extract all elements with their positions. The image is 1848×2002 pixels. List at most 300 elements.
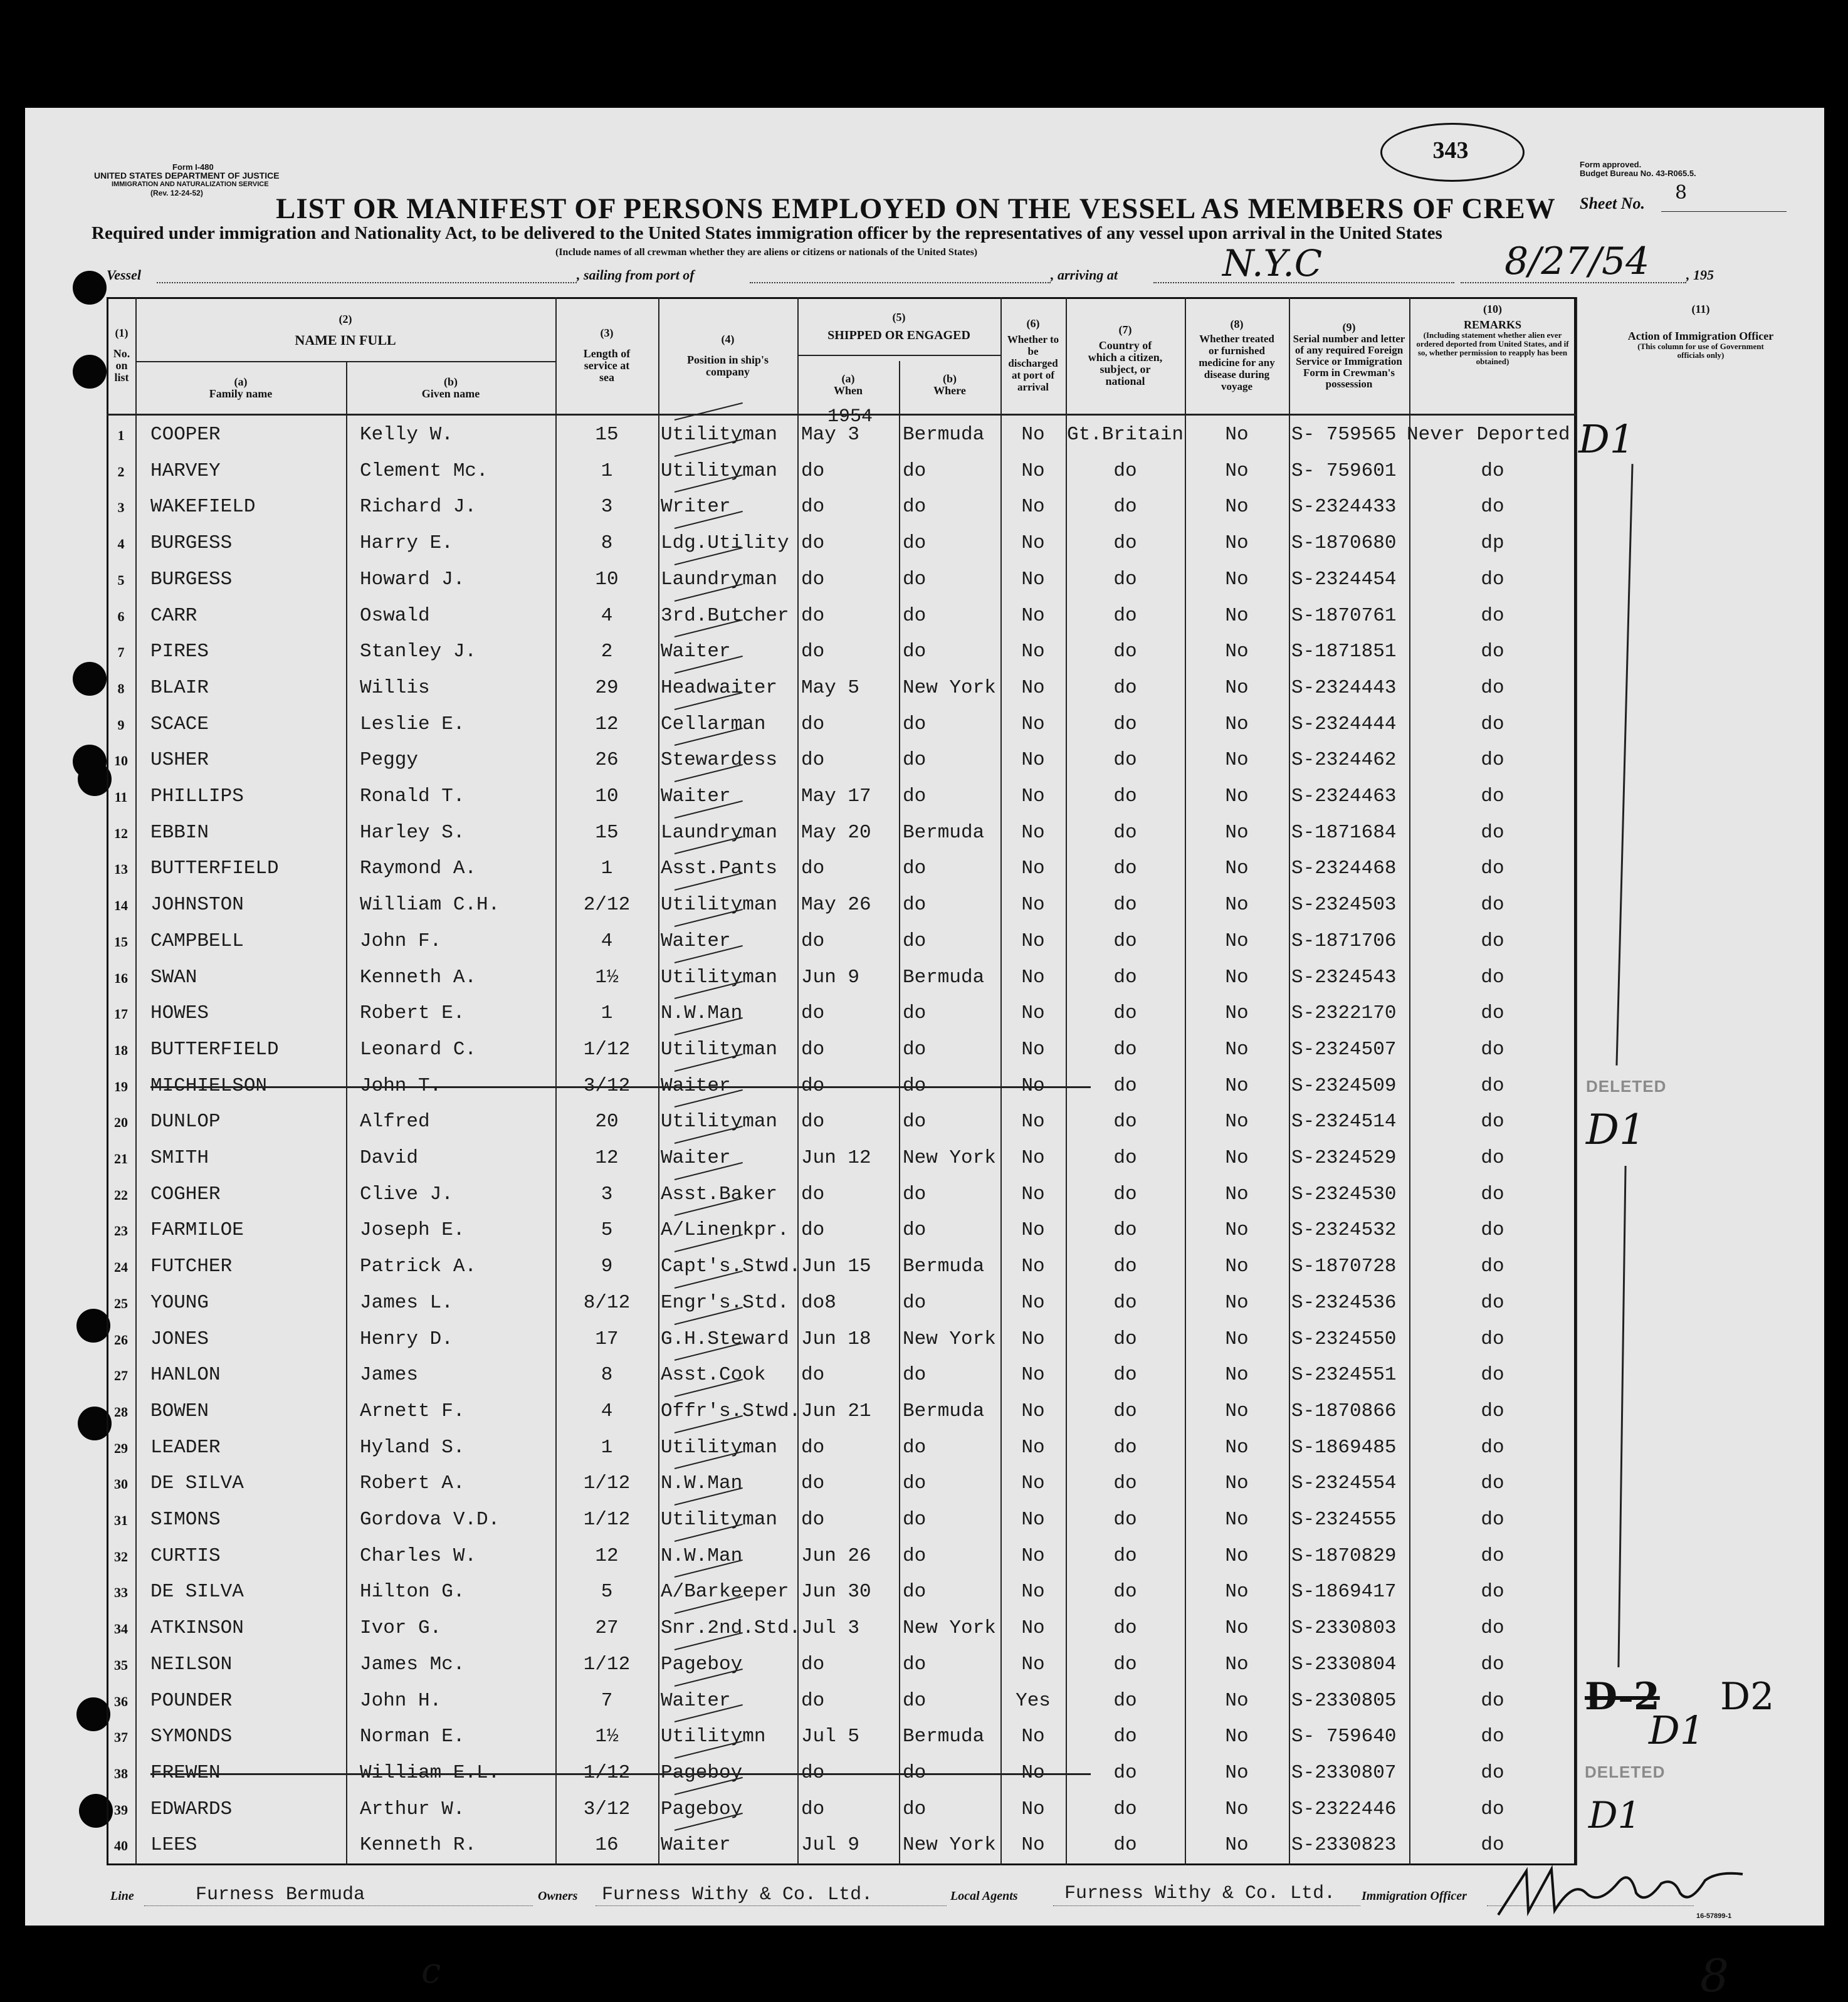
action-d1-mid: D1 (1586, 1106, 1646, 1154)
cell-family: YOUNG (150, 1291, 209, 1314)
cell-given: Richard J. (360, 496, 477, 518)
cell-no: 15 (114, 933, 128, 950)
cell-when: do (801, 930, 825, 952)
owners-value: Furness Withy & Co. Ltd. (602, 1884, 873, 1905)
punch-hole (73, 271, 107, 305)
cell-given: Hilton G. (360, 1581, 465, 1603)
action-deleted-38: DELETED (1585, 1763, 1666, 1781)
cell-serial: S-2330805 (1291, 1689, 1397, 1712)
cell-family: JONES (150, 1328, 209, 1350)
cell-no: 32 (114, 1548, 128, 1564)
cell-country: do (1113, 1581, 1137, 1603)
cell-country: do (1113, 1002, 1137, 1025)
cell-where: do (903, 894, 927, 916)
line-value: Furness Bermuda (196, 1884, 365, 1905)
cell-serial: S-2324443 (1291, 676, 1397, 699)
cell-remarks: do (1481, 1364, 1504, 1386)
cell-given: Hyland S. (360, 1436, 465, 1459)
header-col2a: (a) Family name (209, 375, 273, 400)
cell-position: Utilityman (661, 1436, 778, 1459)
cell-where: do (903, 1509, 927, 1531)
cell-discharge: No (1021, 966, 1045, 988)
cell-position: Utilityman (661, 1111, 778, 1133)
cell-treated: No (1225, 1761, 1249, 1784)
cell-position: Asst.Pants (661, 857, 778, 880)
cell-country: do (1113, 1328, 1137, 1350)
cell-given: William C.H. (360, 894, 500, 916)
cell-no: 8 (117, 680, 125, 696)
cell-position: A/Barkeeper (661, 1581, 789, 1603)
cell-length: 3 (601, 1183, 613, 1205)
cell-serial: S-2324555 (1291, 1509, 1397, 1531)
sheet-number: 8 (1675, 182, 1688, 204)
table-row (107, 1358, 1576, 1393)
agency-name: UNITED STATES DEPARTMENT OF JUSTICE (94, 170, 280, 181)
cell-when: do (801, 496, 825, 518)
cell-length: 1 (601, 459, 613, 482)
table-row (107, 1611, 1576, 1647)
cell-serial: S-2324463 (1291, 785, 1397, 807)
page-number: 343 (1432, 137, 1469, 164)
cell-remarks: do (1481, 966, 1504, 988)
cell-no: 14 (114, 898, 128, 914)
cell-serial: S-1871851 (1291, 641, 1397, 663)
cell-treated: No (1225, 641, 1249, 663)
cell-remarks: do (1481, 496, 1504, 518)
cell-when: do (801, 713, 825, 735)
cell-remarks: do (1481, 1761, 1504, 1784)
cell-where: New York (903, 1617, 996, 1640)
cell-remarks: do (1481, 1328, 1504, 1350)
cell-position: Utilityman (661, 424, 778, 446)
cell-where: do (903, 1689, 927, 1712)
cell-country: do (1113, 857, 1137, 880)
cell-no: 25 (114, 1295, 128, 1311)
cell-position: Waiter (661, 1689, 731, 1712)
cell-when: do (801, 1038, 825, 1061)
cell-position: Utilityman (661, 459, 778, 482)
cell-treated: No (1225, 713, 1249, 735)
cell-no: 33 (114, 1585, 128, 1601)
cell-position: Waiter (661, 785, 731, 807)
cell-given: Ronald T. (360, 785, 465, 807)
cell-serial: S-1869485 (1291, 1436, 1397, 1459)
cell-serial: S-2330807 (1291, 1761, 1397, 1784)
cell-when: May 17 (801, 785, 871, 807)
cell-remarks: do (1481, 641, 1504, 663)
cell-discharge: No (1021, 785, 1045, 807)
cell-serial: S-2324509 (1291, 1074, 1397, 1097)
cell-remarks: do (1481, 785, 1504, 807)
cell-remarks: do (1481, 1074, 1504, 1097)
cell-serial: S- 759601 (1291, 459, 1397, 482)
header-col8: (8) Whether treated or furnished medicine for any disease during voyage (1199, 318, 1275, 392)
cell-family: BUTTERFIELD (150, 1038, 279, 1061)
cell-discharge: No (1021, 1436, 1045, 1459)
cell-family: EDWARDS (150, 1798, 233, 1820)
cell-serial: S-1870829 (1291, 1544, 1397, 1567)
cell-where: do (903, 1472, 927, 1495)
cell-given: James L. (360, 1291, 453, 1314)
cell-length: 2 (601, 641, 613, 663)
cell-family: BURGESS (150, 568, 233, 590)
header-col10: (10) REMARKS (Including statement whether alien ever ordered deported from United States, and if so, whether permission to reapply has been obtained) (1416, 303, 1569, 366)
cell-no: 2 (117, 463, 125, 480)
cell-discharge: No (1021, 676, 1045, 699)
table-row (107, 1719, 1576, 1755)
cell-when: do8 (801, 1291, 836, 1314)
cell-position: Pageboy (661, 1653, 743, 1675)
header-col5b: (b) Where (933, 372, 966, 397)
cell-position: Capt's.Stwd. (661, 1255, 801, 1278)
cell-where: New York (903, 1147, 996, 1169)
table-row (107, 1647, 1576, 1683)
sheet-underline (1661, 211, 1787, 212)
cell-family: LEADER (150, 1436, 221, 1459)
cell-discharge: No (1021, 459, 1045, 482)
table-row (107, 417, 1576, 453)
cell-discharge: No (1021, 1183, 1045, 1205)
cell-country: do (1113, 1617, 1137, 1640)
cell-family: PIRES (150, 641, 209, 663)
cell-when: do (801, 1364, 825, 1386)
cell-when: Jun 12 (801, 1147, 871, 1169)
cell-remarks: do (1481, 1147, 1504, 1169)
cell-family: DE SILVA (150, 1472, 244, 1495)
cell-family: CURTIS (150, 1544, 221, 1567)
punch-hole (73, 355, 107, 389)
cell-given: Robert E. (360, 1002, 465, 1025)
cell-family: SIMONS (150, 1509, 221, 1531)
table-row (107, 1539, 1576, 1575)
sailing-label: , sailing from port of (577, 267, 695, 283)
arrival-date: 8/27/54 (1504, 239, 1650, 283)
cell-treated: No (1225, 1364, 1249, 1386)
cell-treated: No (1225, 459, 1249, 482)
officer-label: Immigration Officer (1362, 1889, 1467, 1903)
cell-remarks: do (1481, 1653, 1504, 1675)
cell-discharge: No (1021, 1002, 1045, 1025)
punch-hole (76, 1309, 110, 1343)
cell-country: do (1113, 1436, 1137, 1459)
cell-remarks: do (1481, 1111, 1504, 1133)
cell-length: 1/12 (583, 1653, 631, 1675)
cell-family: FUTCHER (150, 1255, 233, 1278)
cell-discharge: No (1021, 1111, 1045, 1133)
table-row (107, 1756, 1576, 1791)
form-approved: Form approved. (1580, 160, 1642, 169)
cell-given: Charles W. (360, 1544, 477, 1567)
budget-bureau: Budget Bureau No. 43-R065.5. (1580, 169, 1696, 178)
cell-length: 10 (595, 785, 619, 807)
cell-length: 16 (595, 1834, 619, 1857)
cell-length: 8/12 (583, 1291, 631, 1314)
cell-where: do (903, 641, 927, 663)
cell-no: 7 (117, 644, 125, 661)
cell-no: 18 (114, 1042, 128, 1058)
cell-length: 4 (601, 1400, 613, 1422)
cell-treated: No (1225, 1147, 1249, 1169)
cell-remarks: do (1481, 568, 1504, 590)
cell-family: JOHNSTON (150, 894, 244, 916)
cell-serial: S-2330804 (1291, 1653, 1397, 1675)
cell-given: Arnett F. (360, 1400, 465, 1422)
cell-serial: S-2324554 (1291, 1472, 1397, 1495)
cell-family: HARVEY (150, 459, 221, 482)
cell-length: 8 (601, 1364, 613, 1386)
cell-length: 3/12 (583, 1074, 631, 1097)
cell-given: Alfred (360, 1111, 430, 1133)
table-row (107, 1141, 1576, 1177)
cell-where: New York (903, 1834, 996, 1857)
header-col1: (1) No. on list (113, 327, 130, 384)
header-col11: (11) Action of Immigration Officer (This column for use of Government officials only) (1627, 303, 1774, 360)
cell-where: Bermuda (903, 1400, 985, 1422)
cell-given: James (360, 1364, 419, 1386)
cell-serial: S-1869417 (1291, 1581, 1397, 1603)
cell-treated: No (1225, 1834, 1249, 1857)
cell-family: MICHIELSON (150, 1074, 268, 1097)
cell-treated: No (1225, 1653, 1249, 1675)
cell-given: Norman E. (360, 1726, 465, 1748)
cell-when: do (801, 857, 825, 880)
cell-treated: No (1225, 894, 1249, 916)
cell-family: CAMPBELL (150, 930, 244, 952)
cell-family: HANLON (150, 1364, 221, 1386)
cell-remarks: do (1481, 713, 1504, 735)
cell-discharge: No (1021, 857, 1045, 880)
cell-country: do (1113, 1509, 1137, 1531)
table-row (107, 924, 1576, 960)
cell-serial: S- 759565 (1291, 424, 1397, 446)
cell-discharge: No (1021, 1328, 1045, 1350)
cell-when: do (801, 1074, 825, 1097)
line-blank (144, 1905, 533, 1906)
cell-serial: S-2324444 (1291, 713, 1397, 735)
table-row (107, 851, 1576, 887)
cell-no: 20 (114, 1114, 128, 1131)
cell-serial: S-2324462 (1291, 749, 1397, 772)
cell-discharge: No (1021, 1219, 1045, 1242)
cell-position: Snr.2nd.Std. (661, 1617, 801, 1640)
table-row (107, 599, 1576, 634)
cell-remarks: do (1481, 1219, 1504, 1242)
cell-position: Offr's.Stwd. (661, 1400, 801, 1422)
cell-country: do (1113, 1689, 1137, 1712)
cell-country: do (1113, 1074, 1137, 1097)
cell-remarks: do (1481, 1002, 1504, 1025)
cell-position: Utilityman (661, 1509, 778, 1531)
cell-where: do (903, 930, 927, 952)
cell-family: DUNLOP (150, 1111, 221, 1133)
cell-serial: S-2322446 (1291, 1798, 1397, 1820)
cell-where: do (903, 1653, 927, 1675)
cell-treated: No (1225, 1544, 1249, 1567)
cell-serial: S-2324529 (1291, 1147, 1397, 1169)
cell-given: Howard J. (360, 568, 465, 590)
header-col7: (7) Country of which a citizen, subject, or national (1088, 323, 1163, 387)
cell-where: do (903, 1581, 927, 1603)
cell-discharge: No (1021, 1581, 1045, 1603)
line-label: Line (110, 1889, 134, 1903)
cell-length: 17 (595, 1328, 619, 1350)
cell-no: 6 (117, 608, 125, 624)
cell-when: do (801, 1689, 825, 1712)
table-row (107, 888, 1576, 923)
cell-length: 1½ (595, 966, 619, 988)
cell-serial: S-2324454 (1291, 568, 1397, 590)
cell-no: 17 (114, 1006, 128, 1022)
cell-where: do (903, 1219, 927, 1242)
cell-position: Laundryman (661, 568, 778, 590)
cell-where: do (903, 1038, 927, 1061)
cell-length: 1/12 (583, 1472, 631, 1495)
cell-no: 11 (114, 789, 128, 805)
date-blank (1461, 282, 1686, 283)
cell-country: do (1113, 1400, 1137, 1422)
cell-position: Ldg.Utility (661, 532, 789, 555)
cell-given: Arthur W. (360, 1798, 465, 1820)
cell-country: do (1113, 676, 1137, 699)
vessel-blank (157, 282, 577, 283)
cell-discharge: No (1021, 1147, 1045, 1169)
arriving-label: , arriving at (1051, 267, 1118, 283)
cell-given: John T. (360, 1074, 442, 1097)
cell-treated: No (1225, 568, 1249, 590)
cell-length: 4 (601, 604, 613, 627)
cell-family: BOWEN (150, 1400, 209, 1422)
cell-no: 21 (114, 1151, 128, 1166)
cell-treated: No (1225, 1726, 1249, 1748)
col-divider (1576, 297, 1577, 1865)
header-col5: (5) SHIPPED OR ENGAGED (827, 311, 970, 342)
cell-family: SMITH (150, 1147, 209, 1169)
cell-remarks: do (1481, 676, 1504, 699)
cell-country: do (1113, 1147, 1137, 1169)
action-deleted-19: DELETED (1586, 1077, 1667, 1096)
cell-length: 26 (595, 749, 619, 772)
cell-remarks: do (1481, 1726, 1504, 1748)
cell-discharge: No (1021, 532, 1045, 555)
cell-position: Stewardess (661, 749, 778, 772)
cell-country: do (1113, 532, 1137, 555)
sailing-blank (750, 282, 1051, 283)
cell-family: SCACE (150, 713, 209, 735)
cell-treated: No (1225, 821, 1249, 844)
revision: (Rev. 12-24-52) (150, 189, 203, 197)
cell-family: BUTTERFIELD (150, 857, 279, 880)
cell-when: Jul 9 (801, 1834, 860, 1857)
cell-no: 40 (114, 1838, 128, 1854)
handwritten-c: c (421, 1951, 441, 1991)
cell-treated: No (1225, 966, 1249, 988)
cell-no: 27 (114, 1368, 128, 1384)
cell-given: Robert A. (360, 1472, 465, 1495)
cell-when: do (801, 1111, 825, 1133)
cell-position: Headwaiter (661, 676, 778, 699)
cell-treated: No (1225, 1436, 1249, 1459)
cell-family: FREWEN (150, 1761, 221, 1784)
cell-family: WAKEFIELD (150, 496, 256, 518)
cell-length: 12 (595, 1544, 619, 1567)
cell-treated: No (1225, 676, 1249, 699)
cell-country: do (1113, 1038, 1137, 1061)
cell-treated: No (1225, 1255, 1249, 1278)
cell-when: do (801, 532, 825, 555)
cell-discharge: No (1021, 1400, 1045, 1422)
include-note: (Include names of all crewman whether they are aliens or citizens or nationals of the United States) (555, 247, 978, 258)
cell-no: 34 (114, 1621, 128, 1637)
cell-position: Utilityman (661, 1038, 778, 1061)
cell-where: New York (903, 676, 996, 699)
cell-position: Waiter (661, 1147, 731, 1169)
cell-when: do (801, 1653, 825, 1675)
cell-position: Writer (661, 496, 731, 518)
table-row (107, 960, 1576, 996)
cell-when: Jun 18 (801, 1328, 871, 1350)
cell-country: Gt.Britain (1066, 424, 1184, 446)
cell-length: 12 (595, 713, 619, 735)
cell-remarks: do (1481, 1834, 1504, 1857)
cell-serial: S-2324468 (1291, 857, 1397, 880)
cell-remarks: do (1481, 1255, 1504, 1278)
table-row (107, 707, 1576, 743)
cell-country: do (1113, 496, 1137, 518)
action-d2: D2 (1720, 1675, 1775, 1719)
cell-family: ATKINSON (150, 1617, 244, 1640)
cell-treated: No (1225, 785, 1249, 807)
cell-position: Cellarman (661, 713, 766, 735)
cell-discharge: No (1021, 1038, 1045, 1061)
cell-remarks: do (1481, 1798, 1504, 1820)
cell-given: Raymond A. (360, 857, 477, 880)
cell-when: do (801, 459, 825, 482)
cell-length: 5 (601, 1581, 613, 1603)
cell-family: FARMILOE (150, 1219, 244, 1242)
cell-country: do (1113, 821, 1137, 844)
cell-remarks: do (1481, 1183, 1504, 1205)
cell-serial: S-2324536 (1291, 1291, 1397, 1314)
cell-family: BLAIR (150, 676, 209, 699)
cell-given: Kenneth R. (360, 1834, 477, 1857)
cell-no: 13 (114, 861, 128, 878)
cell-position: N.W.Man (661, 1472, 743, 1495)
cell-length: 1/12 (583, 1509, 631, 1531)
cell-discharge: No (1021, 604, 1045, 627)
cell-where: do (903, 1798, 927, 1820)
cell-serial: S-2324503 (1291, 894, 1397, 916)
cell-when: do (801, 1509, 825, 1531)
table-row (107, 490, 1576, 525)
cell-country: do (1113, 749, 1137, 772)
cell-remarks: do (1481, 1472, 1504, 1495)
cell-country: do (1113, 930, 1137, 952)
cell-discharge: No (1021, 749, 1045, 772)
cell-serial: S-2322170 (1291, 1002, 1397, 1025)
cell-treated: No (1225, 424, 1249, 446)
cell-when: do (801, 1436, 825, 1459)
cell-position: Pageboy (661, 1798, 743, 1820)
cell-no: 10 (114, 753, 128, 769)
table-row (107, 1684, 1576, 1719)
cell-when: do (801, 749, 825, 772)
cell-given: Willis (360, 676, 430, 699)
year-suffix: , 195 (1686, 267, 1714, 283)
cell-family: SYMONDS (150, 1726, 233, 1748)
cell-where: do (903, 1111, 927, 1133)
cell-no: 35 (114, 1657, 128, 1673)
table-row (107, 1792, 1576, 1828)
